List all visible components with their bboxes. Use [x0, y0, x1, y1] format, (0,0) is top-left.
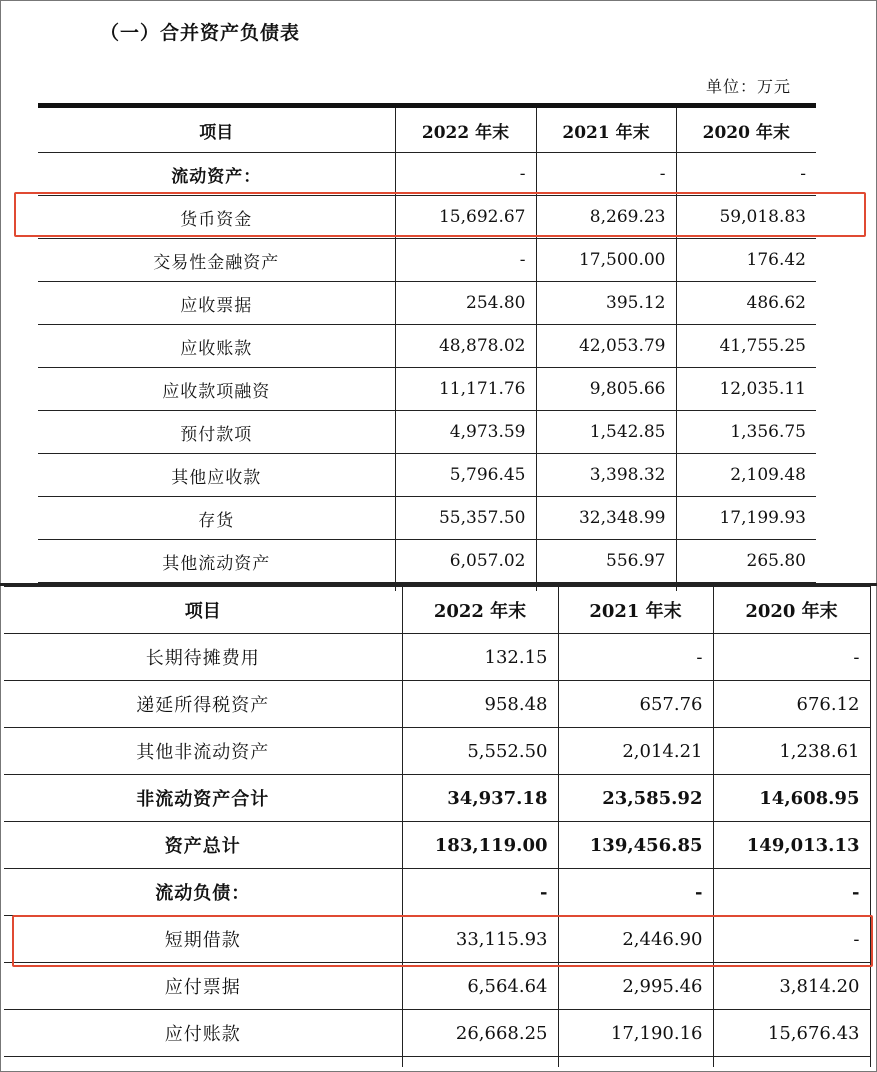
- row-value-2020: 59,018.83: [676, 196, 816, 239]
- table-row: [38, 196, 816, 239]
- row-value-2020: 265.80: [676, 540, 816, 583]
- row-value-2021: 395.12: [536, 282, 676, 325]
- row-value-2022: 6,057.02: [395, 540, 536, 583]
- table-row: [38, 540, 816, 583]
- header-item: 项目: [4, 587, 402, 634]
- header-2021: 2021 年末: [558, 587, 713, 634]
- row-value-2020: 14,608.95: [713, 775, 870, 822]
- row-item: 其他流动资产: [38, 540, 395, 583]
- row-item: 短期借款: [4, 916, 402, 963]
- row-item: 递延所得税资产: [4, 681, 402, 728]
- row-item: 应收票据: [38, 282, 395, 325]
- header-2021: 2021 年末: [536, 106, 676, 153]
- row-item: 长期待摊费用: [4, 634, 402, 681]
- row-value-2020: 176.42: [676, 239, 816, 282]
- row-value-2022: 4,973.59: [395, 411, 536, 454]
- table-header-row: [38, 106, 816, 153]
- table-row: [4, 1010, 870, 1057]
- row-value-2022: 132.15: [402, 634, 558, 681]
- row-value-2022: 5,552.50: [402, 728, 558, 775]
- row-value-2021: 42,053.79: [536, 325, 676, 368]
- row-value-2022: 254.80: [395, 282, 536, 325]
- table-row: [38, 368, 816, 411]
- table-row: [38, 153, 816, 196]
- row-value-2021: 23,585.92: [558, 775, 713, 822]
- table-row: [38, 239, 816, 282]
- row-value-2021: 139,456.85: [558, 822, 713, 869]
- row-value-2020: -: [713, 916, 870, 963]
- table-row: [4, 869, 870, 916]
- row-value-2021: -: [558, 634, 713, 681]
- row-value-2022: 26,668.25: [402, 1010, 558, 1057]
- row-item: 交易性金融资产: [38, 239, 395, 282]
- balance-sheet-table-bottom: [4, 586, 871, 1067]
- row-item: 应付票据: [4, 963, 402, 1010]
- row-item: 其他应收款: [38, 454, 395, 497]
- row-value-2022: 958.48: [402, 681, 558, 728]
- balance-sheet-table-top: [38, 103, 816, 591]
- row-value-2021: 556.97: [536, 540, 676, 583]
- row-item: 存货: [38, 497, 395, 540]
- row-item: 其他非流动资产: [4, 728, 402, 775]
- header-2022: 2022 年末: [402, 587, 558, 634]
- row-value-2021: 3,398.32: [536, 454, 676, 497]
- row-value-2020: 12,035.11: [676, 368, 816, 411]
- table-row: [38, 497, 816, 540]
- row-value-2020: 486.62: [676, 282, 816, 325]
- table-row: [38, 325, 816, 368]
- row-item: 流动负债：: [4, 869, 402, 916]
- row-value-2020: 1,356.75: [676, 411, 816, 454]
- table-row: [4, 822, 870, 869]
- header-2020: 2020 年末: [676, 106, 816, 153]
- row-value-2020: 3,814.20: [713, 963, 870, 1010]
- row-value-2020: 1,238.61: [713, 728, 870, 775]
- header-2022: 2022 年末: [395, 106, 536, 153]
- table-row-cut: [4, 1057, 870, 1068]
- page-title: （一）合并资产负债表: [100, 22, 301, 44]
- row-value-2020: 41,755.25: [676, 325, 816, 368]
- row-value-2022: -: [395, 153, 536, 196]
- row-value-2022: 34,937.18: [402, 775, 558, 822]
- unit-label: 单位：万元: [706, 77, 792, 96]
- table-row: [4, 634, 870, 681]
- table-row: [38, 282, 816, 325]
- row-item: 资产总计: [4, 822, 402, 869]
- row-value-2020: 17,199.93: [676, 497, 816, 540]
- row-item: 应付账款: [4, 1010, 402, 1057]
- row-value-2021: -: [558, 869, 713, 916]
- table-row: [4, 681, 870, 728]
- row-value-2022: -: [395, 239, 536, 282]
- row-item: 应收款项融资: [38, 368, 395, 411]
- row-value-2022: 11,171.76: [395, 368, 536, 411]
- row-value-2022: 33,115.93: [402, 916, 558, 963]
- row-value-2022: 55,357.50: [395, 497, 536, 540]
- row-item: 应收账款: [38, 325, 395, 368]
- table-header-row: [4, 587, 870, 634]
- row-value-2020: -: [713, 869, 870, 916]
- row-value-2021: 32,348.99: [536, 497, 676, 540]
- row-value-2020: 676.12: [713, 681, 870, 728]
- row-value-2022: 15,692.67: [395, 196, 536, 239]
- row-value-2020: -: [676, 153, 816, 196]
- row-value-2021: 17,500.00: [536, 239, 676, 282]
- row-value-2021: 2,446.90: [558, 916, 713, 963]
- row-value-2022: 183,119.00: [402, 822, 558, 869]
- row-value-2021: -: [536, 153, 676, 196]
- row-value-2022: -: [402, 869, 558, 916]
- row-value-2022: 5,796.45: [395, 454, 536, 497]
- table-row: [4, 916, 870, 963]
- row-item: 预付款项: [38, 411, 395, 454]
- table-row: [4, 963, 870, 1010]
- row-value-2021: 657.76: [558, 681, 713, 728]
- row-value-2021: 1,542.85: [536, 411, 676, 454]
- row-value-2021: 2,014.21: [558, 728, 713, 775]
- row-value-2021: 2,995.46: [558, 963, 713, 1010]
- row-value-2020: 149,013.13: [713, 822, 870, 869]
- row-item: 流动资产：: [38, 153, 395, 196]
- table-row: [4, 775, 870, 822]
- row-item: 货币资金: [38, 196, 395, 239]
- row-value-2021: 9,805.66: [536, 368, 676, 411]
- row-item: 非流动资产合计: [4, 775, 402, 822]
- row-value-2022: 6,564.64: [402, 963, 558, 1010]
- table-row: [38, 454, 816, 497]
- row-value-2021: 8,269.23: [536, 196, 676, 239]
- row-value-2020: 2,109.48: [676, 454, 816, 497]
- header-item: 项目: [38, 106, 395, 153]
- row-value-2022: 48,878.02: [395, 325, 536, 368]
- row-value-2021: 17,190.16: [558, 1010, 713, 1057]
- row-value-2020: 15,676.43: [713, 1010, 870, 1057]
- header-2020: 2020 年末: [713, 587, 870, 634]
- table-row: [4, 728, 870, 775]
- row-value-2020: -: [713, 634, 870, 681]
- table-row: [38, 411, 816, 454]
